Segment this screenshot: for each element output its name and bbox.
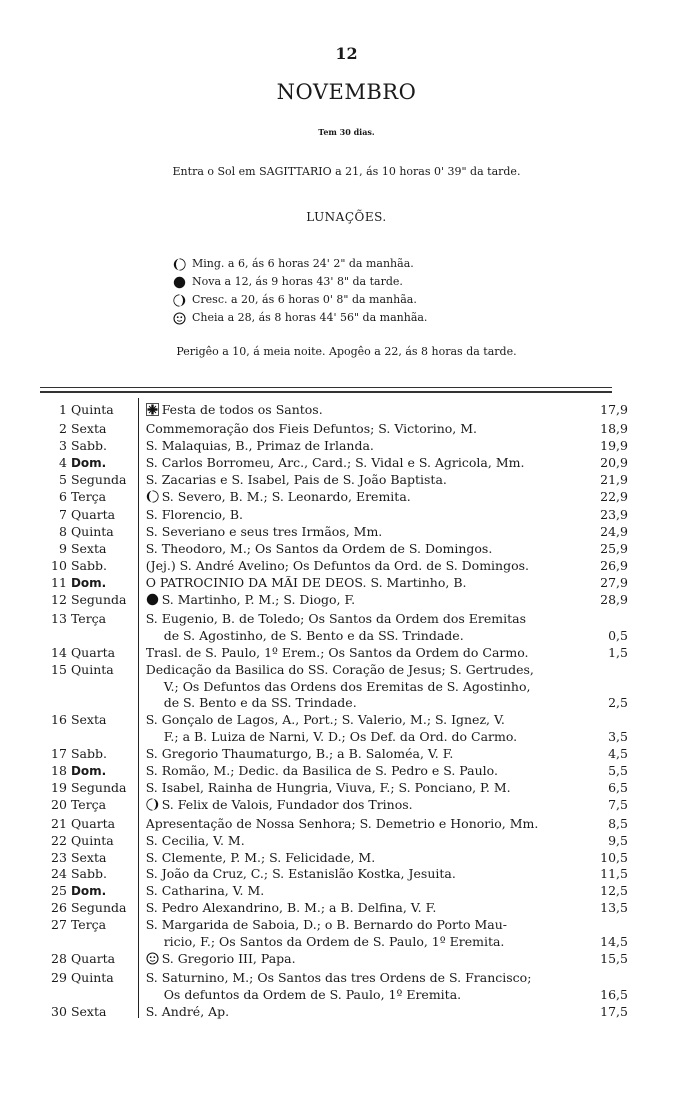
day-number: 30 [51, 1003, 67, 1019]
saints-entry [142, 833, 577, 850]
saints-entry [142, 558, 577, 575]
saints-line [146, 472, 577, 489]
saints-line [146, 507, 577, 524]
day-value: 14,5 [600, 934, 628, 950]
day-number: 26 [51, 900, 67, 916]
saints-entry [142, 883, 577, 900]
weekday: Segunda [70, 591, 127, 607]
saints-line-text: S. Cecilia, V. M. [145, 832, 245, 848]
saints-line [146, 746, 577, 763]
weekday: Sabb. [70, 437, 107, 453]
weekday: Dom. [70, 764, 107, 779]
day-value: 13,5 [600, 900, 628, 916]
cross-icon [146, 403, 159, 421]
lunations-title: LUNAÇÕES. [306, 210, 387, 224]
saints-line-text: Apresentação de Nossa Senhora; S. Demetrio e Honorio, Mm. [145, 815, 539, 831]
day-number: 28 [51, 951, 67, 966]
day-value: 19,9 [600, 437, 628, 453]
last-quarter-moon-icon [146, 490, 159, 508]
calendar-row [48, 850, 628, 867]
lunation-row [169, 291, 529, 309]
day-value: 18,9 [600, 420, 628, 436]
weekday: Sabb. [70, 866, 107, 882]
weekday: Quinta [70, 832, 114, 848]
day-number: 29 [51, 969, 67, 985]
day-value: 17,5 [600, 1003, 628, 1019]
table-top-rule [40, 387, 612, 388]
weekday: Sabb. [70, 558, 107, 574]
saints-entry [142, 970, 577, 1004]
calendar-row [48, 797, 628, 816]
day-number: 10 [51, 558, 67, 574]
saints-entry [142, 645, 577, 662]
saints-entry [142, 763, 577, 780]
calendar-row [48, 402, 628, 421]
day-value: 0,5 [608, 627, 628, 643]
day-number: 9 [58, 541, 67, 557]
day-number: 2 [58, 420, 67, 436]
day-number: 16 [51, 712, 67, 728]
weekday: Quarta [70, 507, 116, 523]
day-number: 12 [51, 591, 67, 607]
saints-entry [142, 611, 577, 645]
saints-line [146, 850, 577, 867]
day-value: 9,5 [608, 832, 628, 848]
day-value: 21,9 [600, 471, 628, 487]
saints-entry [142, 472, 577, 489]
lunation-text: Cheia a 28, ás 8 horas 44' 56" da manhãa. [192, 311, 428, 324]
saints-entry [142, 816, 577, 833]
day-number: 5 [58, 471, 67, 487]
day-number: 23 [51, 849, 67, 865]
saints-line-text: S. André, Ap. [145, 1003, 230, 1019]
day-number: 7 [58, 507, 67, 523]
last-quarter-moon-icon [169, 258, 189, 271]
saints-line [146, 541, 577, 558]
saints-line [146, 679, 577, 696]
saints-line [146, 662, 577, 679]
saints-entry [142, 489, 577, 508]
saints-line-text: S. Pedro Alexandrino, B. M.; a B. Delfina, V. F. [145, 900, 437, 916]
table-top-rule-thick [40, 391, 612, 393]
day-number: 8 [58, 524, 67, 540]
calendar-row [48, 507, 628, 524]
saints-line [146, 558, 577, 575]
day-value: 4,5 [608, 746, 628, 762]
new-moon-icon [146, 593, 159, 611]
day-value: 24,9 [600, 524, 628, 540]
weekday: Sexta [70, 1003, 107, 1019]
saints-line [146, 763, 577, 780]
calendar-row [48, 662, 628, 713]
saints-line-text: F.; a B. Luiza de Narni, V. D.; Os Def. da Ord. do Carmo. [163, 729, 518, 745]
weekday: Sexta [70, 849, 107, 865]
saints-line-text: S. Felix de Valois, Fundador dos Trinos. [161, 796, 413, 812]
calendar-row [48, 917, 628, 951]
day-value: 8,5 [608, 815, 628, 831]
saints-line-text: S. Margarida de Saboia, D.; o B. Bernardo do Porto Mau- [145, 917, 508, 933]
new-moon-icon [169, 276, 189, 289]
calendar-row [48, 780, 628, 797]
saints-line-text: S. Romão, M.; Dedic. da Basilica de S. Pedro e S. Paulo. [145, 763, 498, 779]
saints-entry [142, 900, 577, 917]
day-value: 27,9 [600, 575, 628, 591]
saints-entry [142, 780, 577, 797]
calendar-row [48, 575, 628, 592]
weekday: Quarta [70, 644, 116, 660]
first-quarter-moon-icon [169, 294, 189, 307]
saints-line [146, 917, 577, 934]
perigee-apogee-note: Perigêo a 10, á meia noite. Apogêo a 22, ás 8 horas da tarde. [176, 345, 517, 358]
weekday: Quinta [70, 969, 114, 985]
calendar-row [48, 645, 628, 662]
weekday: Quarta [70, 815, 116, 831]
saints-entry [142, 866, 577, 883]
saints-line [146, 695, 577, 712]
calendar-row [48, 900, 628, 917]
calendar-row [48, 816, 628, 833]
lunation-text: Nova a 12, ás 9 horas 43' 8" da tarde. [192, 275, 403, 288]
saints-line-text: de S. Bento e da SS. Trindade. [163, 695, 357, 711]
saints-line-text: S. Saturnino, M.; Os Santos das tres Ordens de S. Francisco; [145, 969, 532, 985]
saints-line-text: Festa de todos os Santos. [161, 402, 323, 417]
weekday: Dom. [70, 455, 107, 470]
calendar-row [48, 592, 628, 611]
saints-line-text: ricio, F.; Os Santos da Ordem de S. Paulo, 1º Eremita. [163, 934, 505, 950]
saints-line-text: S. Theodoro, M.; Os Santos da Ordem de S. Domingos. [145, 541, 493, 557]
calendar-row [48, 866, 628, 883]
saints-entry [142, 421, 577, 438]
saints-line [146, 575, 577, 592]
saints-line-text: Dedicação da Basilica do SS. Coração de Jesus; S. Gertrudes, [145, 661, 534, 677]
calendar-row [48, 541, 628, 558]
month-title: NOVEMBRO [276, 80, 417, 104]
saints-line-text: S. Martinho, P. M.; S. Diogo, F. [161, 591, 356, 607]
day-value: 16,5 [600, 986, 628, 1002]
page-number: 12 [335, 44, 358, 63]
day-value: 26,9 [600, 558, 628, 574]
day-number: 27 [51, 917, 67, 933]
saints-line-text: S. Gregorio III, Papa. [161, 951, 296, 966]
weekday: Terça [70, 488, 107, 504]
weekday: Terça [70, 796, 107, 812]
saints-line [146, 611, 577, 628]
saints-entry [142, 917, 577, 951]
calendar-row [48, 746, 628, 763]
calendar-row [48, 712, 628, 746]
weekday: Terça [70, 610, 107, 626]
day-value: 20,9 [600, 454, 628, 470]
saints-line-text: S. Gregorio Thaumaturgo, B.; a B. Saloméa, V. F. [145, 746, 454, 762]
weekday: Dom. [70, 884, 107, 899]
saints-line-text: Os defuntos da Ordem de S. Paulo, 1º Eremita. [163, 986, 462, 1002]
saints-line-text: S. João da Cruz, C.; S. Estanislão Kostka, Jesuita. [145, 866, 456, 882]
saints-entry [142, 575, 577, 592]
saints-line-text: Commemoração dos Fieis Defuntos; S. Victorino, M. [145, 420, 477, 436]
day-value: 2,5 [608, 695, 628, 711]
saints-entry [142, 1004, 577, 1021]
calendar-row [48, 611, 628, 645]
saints-entry [142, 524, 577, 541]
saints-line [146, 900, 577, 917]
saints-line [146, 934, 577, 951]
weekday: Segunda [70, 900, 127, 916]
saints-line-text: V.; Os Defuntos das Ordens dos Eremitas de S. Agostinho, [163, 678, 531, 694]
day-number: 15 [51, 661, 67, 677]
weekday: Sexta [70, 712, 107, 728]
day-number: 13 [51, 610, 67, 626]
saints-line [146, 970, 577, 987]
weekday: Sexta [70, 541, 107, 557]
calendar-row [48, 455, 628, 472]
saints-entry [142, 746, 577, 763]
day-number: 24 [51, 866, 67, 882]
day-value: 3,5 [608, 729, 628, 745]
saints-entry [142, 402, 577, 421]
saints-line-text: S. Isabel, Rainha de Hungria, Viuva, F.; S. Ponciano, P. M. [145, 779, 511, 795]
saints-line-text: (Jej.) S. André Avelino; Os Defuntos da Ord. de S. Domingos. [145, 558, 530, 574]
saints-line-text: S. Zacarias e S. Isabel, Pais de S. João Baptista. [145, 471, 447, 487]
saints-line-text: O PATROCINIO DA MÃI DE DEOS. S. Martinho, B. [145, 575, 467, 591]
saints-line-text: S. Clemente, P. M.; S. Felicidade, M. [145, 849, 376, 865]
calendar-table [48, 402, 628, 1021]
saints-line-text: Trasl. de S. Paulo, 1º Erem.; Os Santos da Ordem do Carmo. [145, 644, 529, 660]
day-value: 12,5 [600, 883, 628, 899]
saints-line [146, 438, 577, 455]
saints-line-text: S. Florencio, B. [145, 507, 244, 523]
saints-line [146, 455, 577, 472]
saints-line [146, 489, 577, 508]
saints-line-text: S. Malaquias, B., Primaz de Irlanda. [145, 437, 374, 453]
day-number: 1 [58, 402, 67, 417]
day-value: 15,5 [600, 951, 628, 966]
weekday: Terça [70, 917, 107, 933]
calendar-row [48, 489, 628, 508]
saints-entry [142, 951, 577, 970]
weekday: Dom. [70, 576, 107, 591]
saints-line [146, 833, 577, 850]
saints-line-text: de S. Agostinho, de S. Bento e da SS. Trindade. [163, 627, 464, 643]
saints-line [146, 883, 577, 900]
saints-line-text: S. Gonçalo de Lagos, A., Port.; S. Valerio, M.; S. Ignez, V. [145, 712, 505, 728]
day-value: 28,9 [600, 591, 628, 607]
weekday: Quinta [70, 402, 114, 417]
saints-line [146, 866, 577, 883]
day-number: 6 [58, 488, 67, 504]
day-number: 17 [51, 746, 67, 762]
day-value: 1,5 [608, 644, 628, 660]
saints-line [146, 780, 577, 797]
lunation-row [169, 255, 529, 273]
calendar-row [48, 833, 628, 850]
lunations-list [169, 255, 529, 327]
saints-entry [142, 592, 577, 611]
saints-line [146, 951, 577, 970]
weekday: Segunda [70, 471, 127, 487]
calendar-row [48, 883, 628, 900]
day-number: 11 [51, 575, 67, 591]
saints-entry [142, 438, 577, 455]
day-number: 25 [51, 883, 67, 899]
weekday: Quinta [70, 661, 114, 677]
saints-entry [142, 541, 577, 558]
saints-entry [142, 850, 577, 867]
weekday: Quinta [70, 524, 114, 540]
calendar-row [48, 438, 628, 455]
day-value: 25,9 [600, 541, 628, 557]
lunation-row [169, 309, 529, 327]
day-value: 17,9 [600, 402, 628, 417]
saints-entry [142, 455, 577, 472]
day-number: 3 [58, 437, 67, 453]
day-number: 4 [58, 454, 67, 470]
saints-line-text: S. Severo, B. M.; S. Leonardo, Eremita. [161, 488, 411, 504]
lunation-text: Cresc. a 20, ás 6 horas 0' 8" da manhãa. [192, 293, 417, 306]
saints-entry [142, 507, 577, 524]
day-value: 22,9 [600, 488, 628, 504]
full-moon-icon [146, 952, 159, 970]
saints-line [146, 816, 577, 833]
weekday: Segunda [70, 779, 127, 795]
saints-line [146, 592, 577, 611]
saints-line [146, 402, 577, 421]
weekday: Sexta [70, 420, 107, 436]
day-value: 7,5 [608, 796, 628, 812]
sun-entry-note: Entra o Sol em SAGITTARIO a 21, ás 10 horas 0' 39" da tarde. [172, 165, 521, 178]
full-moon-icon [169, 312, 189, 325]
first-quarter-moon-icon [146, 798, 159, 816]
saints-line [146, 987, 577, 1004]
day-number: 19 [51, 779, 67, 795]
calendar-row [48, 763, 628, 780]
day-number: 18 [51, 763, 67, 779]
calendar-row [48, 421, 628, 438]
lunation-text: Ming. a 6, ás 6 horas 24' 2" da manhãa. [192, 257, 414, 270]
saints-entry [142, 797, 577, 816]
weekday: Sabb. [70, 746, 107, 762]
day-value: 6,5 [608, 779, 628, 795]
day-value: 11,5 [600, 866, 628, 882]
saints-line [146, 797, 577, 816]
calendar-row [48, 472, 628, 489]
saints-line [146, 524, 577, 541]
calendar-row [48, 951, 628, 970]
day-number: 22 [51, 832, 67, 848]
saints-line [146, 645, 577, 662]
weekday: Quarta [70, 951, 116, 966]
saints-line [146, 1004, 577, 1021]
saints-line-text: S. Severiano e seus tres Irmãos, Mm. [145, 524, 383, 540]
saints-line [146, 712, 577, 729]
saints-line [146, 628, 577, 645]
saints-line-text: S. Carlos Borromeu, Arc., Card.; S. Vidal e S. Agricola, Mm. [145, 454, 525, 470]
calendar-row [48, 558, 628, 575]
day-value: 5,5 [608, 763, 628, 779]
saints-line [146, 729, 577, 746]
day-value: 23,9 [600, 507, 628, 523]
day-number: 14 [51, 644, 67, 660]
saints-line-text: S. Eugenio, B. de Toledo; Os Santos da Ordem dos Eremitas [145, 610, 527, 626]
calendar-row [48, 1004, 628, 1021]
lunation-row [169, 273, 529, 291]
saints-line-text: S. Catharina, V. M. [145, 883, 265, 899]
calendar-row [48, 524, 628, 541]
saints-entry [142, 662, 577, 713]
saints-entry [142, 712, 577, 746]
day-value: 10,5 [600, 849, 628, 865]
saints-line [146, 421, 577, 438]
days-count-note: Tem 30 dias. [318, 127, 375, 137]
day-number: 20 [51, 796, 67, 812]
calendar-row [48, 970, 628, 1004]
day-number: 21 [51, 815, 67, 831]
